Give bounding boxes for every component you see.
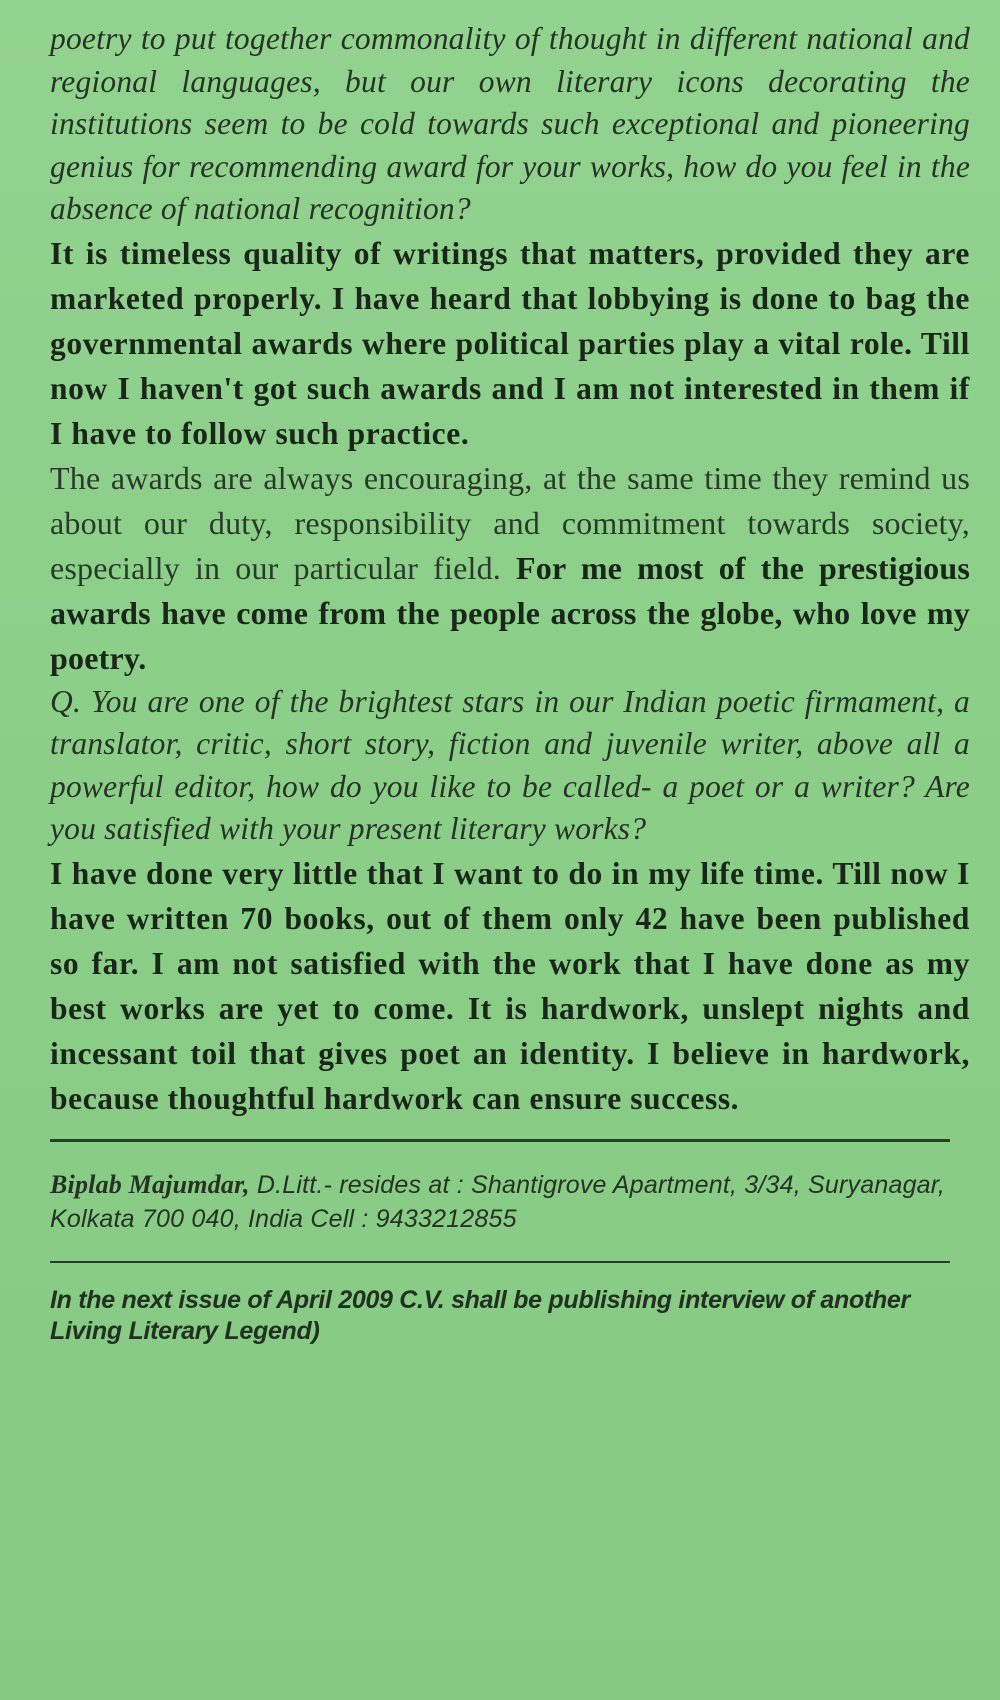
question-2: Q. You are one of the brightest stars in our Indian poetic firmament, a translator, critic, short story, fiction and juvenile writer, above all a powerful editor, how do you like to be called- a poet or a writer? Are you satisfied with your present literary works? bbox=[50, 683, 970, 846]
answer-1-regular-text: The awards are always encouraging, at the same time they remind us about our duty, responsibility and commitment towards society, especially in our particular field. bbox=[50, 459, 970, 586]
answer-1-bold-tail: For me most of the prestigious awards have come from the people across the globe, who love my poetry. bbox=[50, 549, 971, 676]
divider-bottom bbox=[50, 1261, 950, 1263]
answer-1-paragraph bbox=[50, 456, 970, 681]
divider-top bbox=[50, 1139, 950, 1142]
answer-2: I have done very little that I want to do in my life time. Till now I have written 70 books, out of them only 42 have been published so far. I am not satisfied with the work that I have done as my best works are yet to come. It is hardwork, unslept nights and incessant toil that gives poet an identity. I believe in hardwork, because thoughtful hardwork can ensure success. bbox=[50, 855, 970, 1116]
answer-1-bold: It is timeless quality of writings that matters, provided they are marketed properly. I have heard that lobbying is done to bag the governmental awards where political parties play a vital role. Till now I haven't got such awards and I am not interested in them if I have to follow such practice. bbox=[50, 235, 970, 451]
author-bio bbox=[50, 1168, 970, 1236]
next-issue-note: In the next issue of April 2009 C.V. shall be publishing interview of another Living Literary Legend) bbox=[50, 1285, 910, 1345]
author-address: D.Litt.- resides at : Shantigrove Apartment, 3/34, Suryanagar, Kolkata 700 040, India Cell : 9433212855 bbox=[50, 1170, 946, 1233]
question-1-continued: poetry to put together commonality of thought in different national and regional languages, but our own literary icons decorating the institutions seem to be cold towards such exceptional and pioneering genius for recommending award for your works, how do you feel in the absence of national recognition? bbox=[50, 21, 970, 226]
author-name: Biplab Majumdar, bbox=[50, 1169, 250, 1199]
